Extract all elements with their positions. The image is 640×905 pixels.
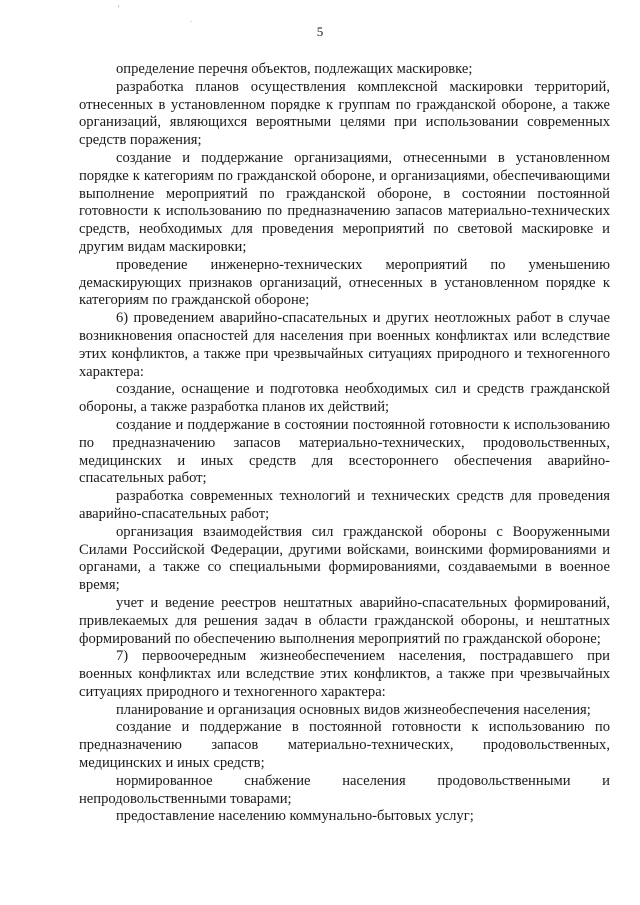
paragraph: определение перечня объектов, подлежащих маскировке; <box>116 61 473 77</box>
paragraph: нормированное снабжение населения продовольственными и непродовольственными товарами; <box>79 772 610 807</box>
paragraph: организация взаимодействия сил гражданской обороны с Вооруженными Силами Российской Федерации, другими войсками, воинскими формированиями и органами, а также со специальными формированиями, создаваемыми в военное время; <box>79 523 610 594</box>
scan-mark: ' <box>118 4 120 14</box>
paragraph: проведение инженерно-технических мероприятий по уменьшению демаскирующих признаков организаций, отнесенных в установленном порядке к категориям по гражданской обороне; <box>79 256 610 309</box>
paragraph: создание и поддержание в состоянии постоянной готовности к использованию по предназначению запасов материально-технических, продовольственных, медицинских и иных средств для всестороннего обеспечения аварийно-спасательных работ; <box>79 416 610 487</box>
paragraph: 6) проведением аварийно-спасательных и других неотложных работ в случае возникновения опасностей для населения при военных конфликтах или вследствие этих конфликтов, а также при чрезвычайных ситуациях природного и техногенного характера: <box>79 310 610 380</box>
paragraph: создание и поддержание организациями, отнесенными в установленном порядке к категориям по гражданской обороне, и организациями, обеспечивающими выполнение мероприятий по гражданской обороне, в состоянии постоянной готовности к использованию по предназначению запасов материально-технических средств, необходимых для проведения мероприятий по световой маскировке и другим видам маскировки; <box>79 149 610 255</box>
paragraph: разработка планов осуществления комплексной маскировки территорий, отнесенных в установленном порядке к группам по гражданской обороне, а также организаций, являющихся вероятными целями при использовании современных средств поражения; <box>79 78 610 149</box>
paragraph: создание, оснащение и подготовка необходимых сил и средств гражданской обороны, а также разработка планов их действий; <box>79 381 610 416</box>
document-body <box>79 61 610 826</box>
paragraph: создание и поддержание в постоянной готовности к использованию по предназначению запасов материально-технических, продовольственных, медицинских и иных средств; <box>79 719 610 772</box>
paragraph: 7) первоочередным жизнеобеспечением населения, пострадавшего при военных конфликтах или вследствие этих конфликтов, а также при чрезвычайных ситуациях природного и техногенного характера: <box>79 648 610 700</box>
paragraph: учет и ведение реестров нештатных аварийно-спасательных формирований, привлекаемых для решения задач в области гражданской обороны, и нештатных формирований по обеспечению выполнения мероприятий по гражданской обороне; <box>79 594 610 647</box>
paragraph: предоставление населению коммунально-бытовых услуг; <box>116 808 474 825</box>
page-number: 5 <box>316 24 324 39</box>
paragraph: разработка современных технологий и технических средств для проведения аварийно-спасательных работ; <box>79 488 610 522</box>
paragraph: планирование и организация основных видов жизнеобеспечения населения; <box>116 701 591 718</box>
scan-dot: . <box>190 14 193 24</box>
